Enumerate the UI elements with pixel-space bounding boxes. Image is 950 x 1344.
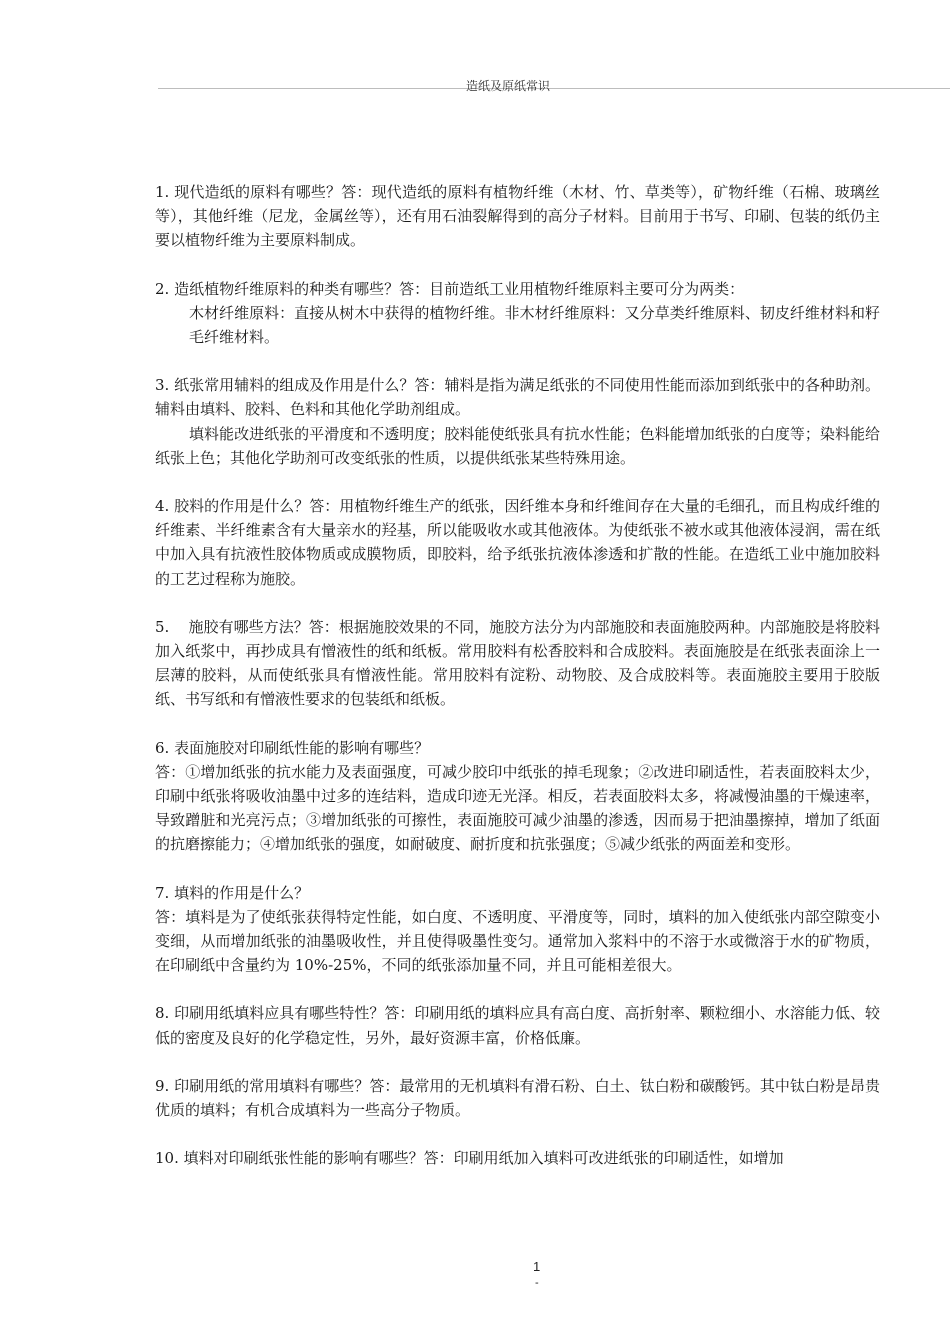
page-number-dash: -	[535, 1277, 539, 1289]
paragraph-q8: 8. 印刷用纸填料应具有哪些特性？答：印刷用纸的填料应具有高白度、高折射率、颗粒细小、水溶能力低、较低的密度及良好的化学稳定性，另外，最好资源丰富，价格低廉。	[155, 1004, 880, 1047]
paragraph-q1: 1. 现代造纸的原料有哪些？答：现代造纸的原料有植物纤维（木材、竹、草类等），矿物纤维（石棉、玻璃丝等），其他纤维（尼龙，金属丝等），还有用石油裂解得到的高分子材料。目前用于书写、印刷、包装的纸仍主要以植物纤维为主要原料制成。	[155, 183, 880, 250]
paragraph-q7: 7. 填料的作用是什么？	[155, 883, 310, 902]
paragraph-q10: 10. 填料对印刷纸张性能的影响有哪些？答：印刷用纸加入填料可改进纸张的印刷适性，如增加	[155, 1149, 784, 1168]
paragraph-q2-detail: 木材纤维原料：直接从树木中获得的植物纤维。非木材纤维原料：又分草类纤维原料、韧皮纤维材料和籽毛纤维材料。	[189, 303, 880, 347]
paragraph-q7-answer: 答：填料是为了使纸张获得特定性能，如白度、不透明度、平滑度等，同时，填料的加入使纸张内部空隙变小变细，从而增加纸张的油墨吸收性，并且使得吸墨性变匀。通常加入浆料中的不溶于水或微溶于水的矿物质，在印刷纸中含量约为 10%-25%，不同的纸张添加量不同，并且可能相差很大。	[155, 907, 880, 975]
paragraph-q4: 4. 胶料的作用是什么？答：用植物纤维生产的纸张，因纤维本身和纤维间存在大量的毛细孔，而且构成纤维的纤维素、半纤维素含有大量亲水的羟基，所以能吸收水或其他液体。为使纸张不被水或其他液体浸润，需在纸中加入具有抗液性胶体物质或成膜物质，即胶料，给予纸张抗液体渗透和扩散的性能。在造纸工业中施加胶料的工艺过程称为施胶。	[155, 497, 880, 588]
paragraph-q6: 6. 表面施胶对印刷纸性能的影响有哪些？	[155, 738, 430, 757]
paragraph-q9: 9. 印刷用纸的常用填料有哪些？答：最常用的无机填料有滑石粉、白土、钛白粉和碳酸钙。其中钛白粉是昂贵优质的填料；有机合成填料为一些高分子物质。	[155, 1076, 880, 1120]
document-body	[155, 180, 880, 1171]
paragraph-q6-answer: 答：①增加纸张的抗水能力及表面强度，可减少胶印中纸张的掉毛现象；②改进印刷适性，若表面胶料太少，印刷中纸张将吸收油墨中过多的连结料，造成印迹无光泽。相反，若表面胶料太多，将减慢油墨的干燥速率，导致蹭脏和光亮污点；③增加纸张的可擦性，表面施胶可减少油墨的渗透，因而易于把油墨擦掉，增加了纸面的抗磨擦能力；④增加纸张的强度，如耐破度、耐折度和抗张强度；⑤减少纸张的两面差和变形。	[155, 762, 880, 854]
paragraph-q3: 3. 纸张常用辅料的组成及作用是什么？答：辅料是指为满足纸张的不同使用性能而添加到纸张中的各种助剂。辅料由填料、胶料、色料和其他化学助剂组成。	[155, 376, 880, 419]
paragraph-q2: 2. 造纸植物纤维原料的种类有哪些？答：目前造纸工业用植物纤维原料主要可分为两类：	[155, 279, 745, 298]
paragraph-q5: 5. 施胶有哪些方法？答：根据施胶效果的不同，施胶方法分为内部施胶和表面施胶两种。内部施胶是将胶料加入纸浆中，再抄成具有憎液性的纸和纸板。常用胶料有松香胶料和合成胶料。表面施胶是在纸张表面涂上一层薄的胶料，从而使纸张具有憎液性能。常用胶料有淀粉、动物胶、及合成胶料等。表面施胶主要用于胶版纸、书写纸和有憎液性要求的包装纸和纸板。	[155, 617, 880, 709]
page-number: 1	[533, 1259, 541, 1274]
paragraph-q3-detail: 填料能改进纸张的平滑度和不透明度；胶料能使纸张具有抗水性能；色料能增加纸张的白度等；染料能给纸张上色；其他化学助剂可改变纸张的性质，以提供纸张某些特殊用途。	[155, 424, 880, 467]
document-header-title: 造纸及原纸常识	[466, 79, 551, 93]
